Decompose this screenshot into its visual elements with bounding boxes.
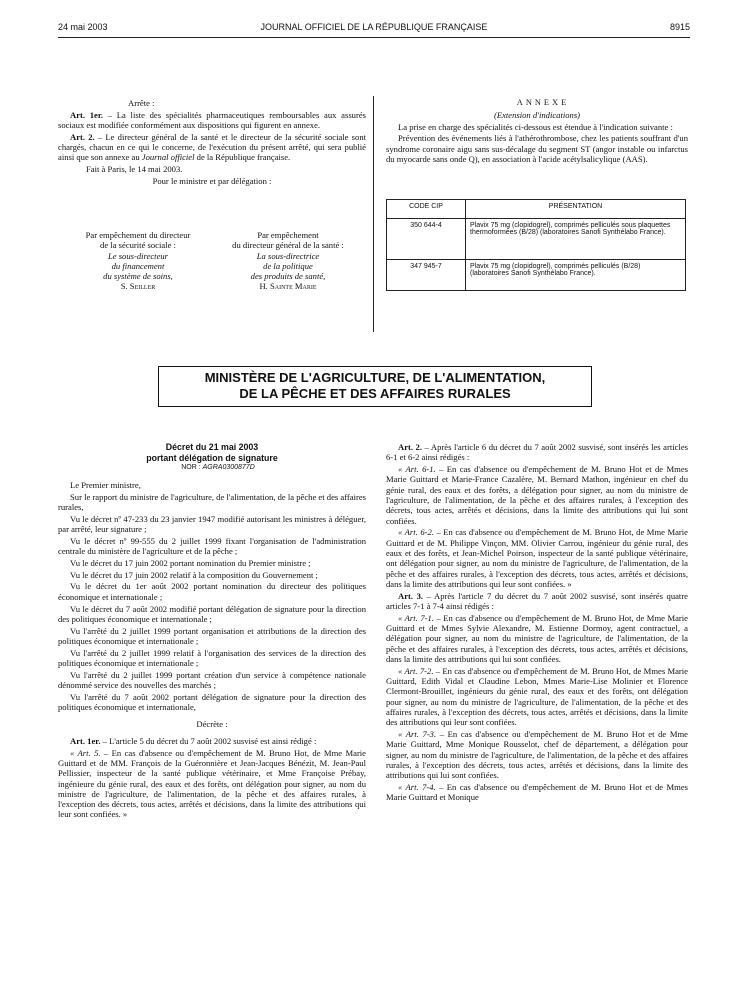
header-date: 24 mai 2003 — [58, 22, 108, 32]
arrete-heading: Arrête : — [128, 98, 155, 108]
annexe-title: ANNEXE — [516, 98, 570, 107]
annexe-table-header — [387, 200, 686, 219]
signature-right: Par empêchement du directeur général de la santé : La sous-directrice de la politique des produits de santé, H. Sainte Marie — [208, 230, 368, 292]
decree-visa: Vu le décret du 7 août 2002 modifié portant délégation de signature pour la direction des politiques économique et internationale ; — [58, 603, 366, 624]
decree-article-1: Art. 1er. – L'article 5 du décret du 7 août 2002 susvisé est ainsi rédigé : — [70, 735, 317, 746]
decree-visa: Sur le rapport du ministre de l'agriculture, de l'alimentation, de la pêche et des affaires rurales, — [58, 491, 366, 512]
decree-article-5: « Art. 5. – En cas d'absence ou d'empêchement de M. Bruno Hot, de Mme Marie Guittard et de MM. François de la Guéronnière et Jean-Jacques Bénézit, M. Jean-Paul Pellissier, inspecteur de la santé publique vétérinaire, et Mme Françoise Prébay, ingénieure du génie rural, des eaux et des forêts, ont délégation pour signer, au nom du ministre de l'agriculture, de l'alimentation, de la pêche et des affaires rurales, à l'exception des décrets, tous actes, arrêtés et décisions, dans la limite des attributions qui leur sont confiées. » — [58, 747, 367, 820]
decree-article-7-4: « Art. 7-4. – En cas d'absence ou d'empêchement de M. Bruno Hot et de Mmes Marie Guittard et Monique — [386, 782, 688, 803]
signatory-name-right: H. Sainte Marie — [259, 281, 317, 292]
table-row — [387, 260, 686, 291]
arrete-article-2: Art. 2. – Le directeur général de la santé et le directeur de la sécurité sociale sont chargés, chacun en ce qui le concerne, de l'exécution du présent arrêté, qui sera publié ainsi que son annexe au Journal officiel de la République française. — [58, 131, 367, 163]
decree-article-2: Art. 2. – Après l'article 6 du décret du 7 août 2002 susvisé, sont insérés les articles 6-1 et 6-2 ainsi rédigés : — [386, 442, 688, 463]
decree-visa: Vu l'arrêté du 7 août 2002 portant délégation de signature pour la direction des politiques économique et internationale, — [58, 691, 366, 713]
annexe-table — [386, 199, 686, 291]
decree-left-column — [58, 442, 366, 821]
header-page-number: 8915 — [669, 22, 690, 32]
signatory-name-left: S. Seiller — [120, 281, 156, 292]
column-header-code-cip: CODE CIP — [387, 200, 466, 219]
table-cell-code: 347 945-7 — [387, 260, 466, 291]
annexe-column — [386, 98, 688, 166]
column-divider — [373, 96, 374, 332]
decree-decrete: Décrète : — [196, 719, 228, 730]
ministry-heading-line-2: DE LA PÊCHE ET DES AFFAIRES RURALES — [239, 386, 511, 401]
decree-article-3: Art. 3. – Après l'article 7 du décret du 7 août 2002 susvisé, sont insérés quatre articles 7-1 à 7-4 ainsi rédigés : — [386, 590, 688, 611]
decree-visa: Vu le décret du 17 juin 2002 relatif à la composition du Gouvernement ; — [70, 569, 318, 580]
signature-left: Par empêchement du directeur de la sécurité sociale : Le sous-directeur du financement du système de soins, S. Seiller — [58, 230, 218, 292]
arrete-date-place: Fait à Paris, le 14 mai 2003. — [86, 164, 183, 175]
annexe-paragraph-1: La prise en charge des spécialités ci-dessous est étendue à l'indication suivante : — [398, 121, 673, 132]
decree-visa: Vu l'arrêté du 2 juillet 1999 portant organisation et attributions de la direction des politiques économique et internationale ; — [58, 625, 366, 646]
header-journal-title: JOURNAL OFFICIEL DE LA RÉPUBLIQUE FRANÇAISE — [260, 22, 488, 32]
annexe-paragraph-2: Prévention des événements liés à l'athérothrombose, chez les patients souffrant d'un syndrome coronaire aigu sans sus-décalage du segment ST (angor instable ou infarctus du myocarde sans onde Q), en association à l'acide acétylsalicylique (AAS). — [386, 133, 688, 164]
decree-article-6-2: « Art. 6-2. – En cas d'absence ou d'empêchement de M. Bruno Hot, de Mme Marie Guittard et de M. Philippe Vinçon, MM. Olivier Carrou, ingénieur du génie rural, des eaux et des forêts, et Jean-Michel Poirson, inspecteur de la santé publique vétérinaire, ont délégation pour signer, au nom du ministre de l'agriculture, de l'alimentation, de la pêche et des affaires rurales, à l'exception des décrets, tous actes, arrêtés et décisions, dans la limite des attributions qui leur sont confiées. » — [386, 527, 688, 589]
decree-visa: Vu le décret nº 47-233 du 23 janvier 1947 modifié autorisant les ministres à déléguer, par arrêté, leur signature ; — [58, 513, 366, 534]
table-cell-code: 350 644-4 — [387, 219, 466, 260]
decree-article-7-3: « Art. 7-3. – En cas d'absence ou d'empêchement de M. Bruno Hot et de Mme Marie Guittard, Mme Monique Rousselot, chef de département, a délégation pour signer, au nom du ministre de l'agriculture, de l'alimentation, de la pêche et des affaires rurales, à l'exception des décrets, tous actes, arrêtés et décisions, dans la limite des attributions qui lui sont confiées. — [386, 729, 688, 781]
arrete-article-1: Art. 1er. – La liste des spécialités pharmaceutiques remboursables aux assurés sociaux est modifiée conformément aux dispositions qui figurent en annexe. — [58, 109, 366, 131]
decree-nor: NOR : AGRA0300877D — [181, 464, 255, 471]
decree-article-6-1: « Art. 6-1. – En cas d'absence ou d'empêchement de M. Bruno Hot et de Mmes Marie Guittard et Marie-France Cazalère, M. Bernard Mathon, ingénieur en chef du génie rural, des eaux et des forêts, a délégation pour signer, au nom du ministre de l'agriculture, de l'alimentation, de la pêche et des affaires rurales, à l'exception des décrets, tous actes, arrêtés et décisions, dans la limite des attributions qui lui sont confiées. — [386, 464, 688, 526]
running-header — [58, 22, 690, 36]
header-rule — [58, 37, 690, 38]
decree-article-7-1: « Art. 7-1. – En cas d'absence ou d'empêchement de M. Bruno Hot, de Mme Marie Guittard et de Mmes Sylvie Alexandre, M. Estienne Dormoy, agent contractuel, a délégation pour signer, au nom du ministre de l'agriculture, de l'alimentation, de la pêche et des affaires rurales, à l'exception des décrets, tous actes, arrêtés et décisions, dans la limite des attributions qui lui sont confiées. — [386, 612, 688, 664]
decree-visa: Vu le décret nº 99-555 du 2 juillet 1999 fixant l'organisation de l'administration centrale du ministère de l'agriculture et de la pêche ; — [58, 535, 366, 557]
previous-arrete-column — [58, 98, 366, 188]
decree-visa: Vu l'arrêté du 2 juillet 1999 relatif à l'organisation des services de la direction des politiques économique et internationale ; — [58, 647, 366, 669]
ministry-heading-box — [158, 366, 592, 407]
table-cell-presentation: Plavix 75 mg (clopidogrel), comprimés pelliculés sous plaquettes thermoformées (B/28) (laboratoires Sanofi Synthélabo France). — [466, 219, 686, 260]
decree-title: Décret du 21 mai 2003 portant délégation de signature — [146, 442, 278, 463]
table-cell-presentation: Plavix 75 mg (clopidogrel), comprimés pelliculés (B/28) (laboratoires Sanofi Synthélabo France). — [466, 260, 686, 291]
column-header-presentation: PRÉSENTATION — [466, 200, 686, 219]
decree-visa: Vu le décret du 17 juin 2002 portant nomination du Premier ministre ; — [70, 557, 311, 568]
ministry-heading-line-1: MINISTÈRE DE L'AGRICULTURE, DE L'ALIMENTATION, — [204, 370, 546, 385]
decree-premier-ministre: Le Premier ministre, — [70, 479, 141, 490]
decree-visa: Vu le décret du 1er août 2002 portant nomination du directeur des politiques économique et internationale ; — [58, 581, 366, 602]
decree-visa: Vu l'arrêté du 2 juillet 1999 portant création d'un service à compétence nationale dénommé service des nouvelles des marchés ; — [58, 669, 366, 691]
table-row — [387, 219, 686, 260]
annexe-subtitle: (Extension d'indications) — [493, 109, 581, 120]
decree-article-7-2: « Art. 7-2. – En cas d'absence ou d'empêchement de M. Bruno Hot, de Mmes Marie Guittard, Edith Vidal et Claudine Lebon, Mmes Marie-Lise Molinier et Florence Clermont-Brouillet, ingénieurs du génie rural, des eaux et des forêts, ont délégation pour signer, au nom du ministre de l'agriculture, de l'alimentation, de la pêche et des affaires rurales, à l'exception des décrets, tous actes, arrêtés et décisions, dans la limite des attributions qui leur sont confiées. — [386, 665, 688, 728]
decree-right-column — [386, 442, 688, 804]
arrete-delegation-line: Pour le ministre et par délégation : — [152, 176, 272, 187]
